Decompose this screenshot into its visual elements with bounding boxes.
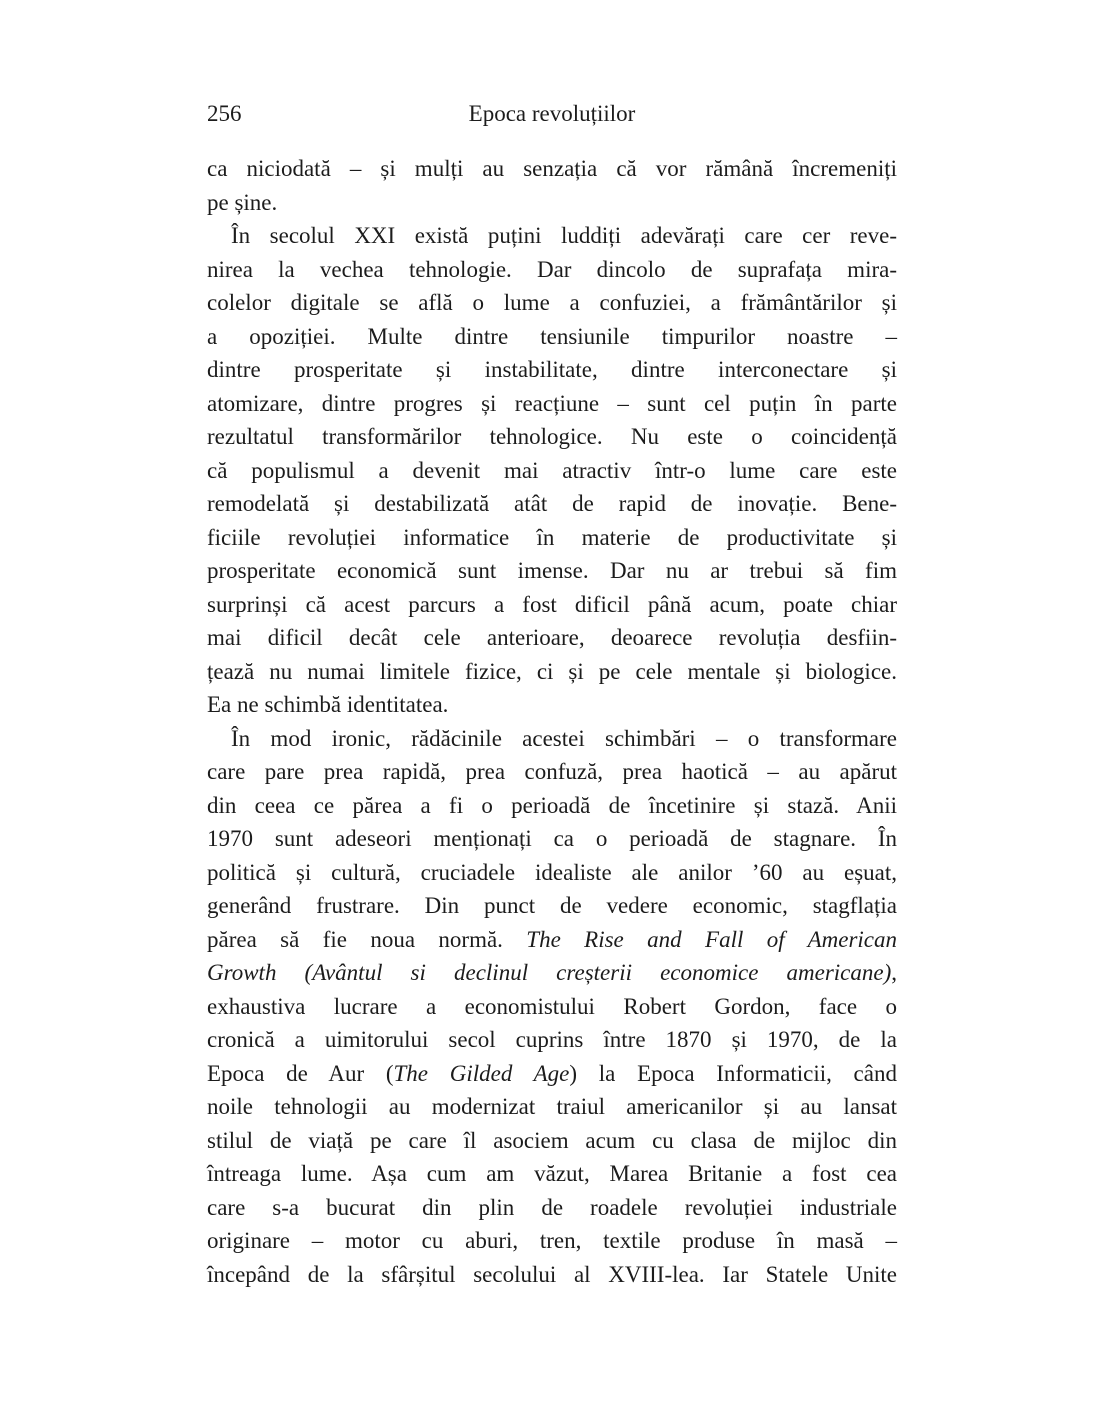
text-line xyxy=(207,1023,897,1057)
text-run: colelor digitale se află o lume a confuziei, a frământărilor și xyxy=(207,290,897,315)
text-run: a opoziției. Multe dintre tensiunile timpurilor noastre – xyxy=(207,323,897,349)
body-text xyxy=(207,152,897,1291)
text-line xyxy=(207,990,897,1024)
text-line xyxy=(207,1191,897,1225)
text-line xyxy=(207,521,897,555)
text-line xyxy=(207,387,897,421)
text-line xyxy=(207,1157,897,1191)
text-line xyxy=(207,219,897,253)
text-run: părea să fie noua normă. xyxy=(207,926,527,952)
text-line xyxy=(207,320,897,354)
page-number: 256 xyxy=(207,101,242,126)
text-line xyxy=(207,755,897,789)
text-line xyxy=(207,1057,897,1091)
text-run: , xyxy=(891,960,897,985)
text-line xyxy=(207,655,897,689)
text-line xyxy=(207,253,897,287)
text-run: stilul de viață pe care îl asociem acum cu clasa de mijloc din xyxy=(207,1127,897,1153)
text-run: noile tehnologii au modernizat traiul americanilor și au lansat xyxy=(207,1094,897,1119)
text-line xyxy=(207,420,897,454)
italic-text-run: Growth (Avântul si declinul creșterii economice americane) xyxy=(207,960,892,985)
text-run: 1970 sunt adeseori menționați ca o perioadă de stagnare. În xyxy=(207,826,897,851)
text-run: originare – motor cu aburi, tren, textile produse în masă – xyxy=(207,1228,897,1253)
text-run: exhaustiva lucrare a economistului Robert Gordon, face o xyxy=(207,993,897,1019)
text-run: ) la Epoca Informaticii, când xyxy=(569,1060,897,1086)
text-run: surprinși că acest parcurs a fost dificil până acum, poate chiar xyxy=(207,591,897,617)
text-line xyxy=(207,588,897,622)
text-run: începând de la sfârșitul secolului al XVIII-lea. Iar Statele Unite xyxy=(207,1261,897,1287)
text-run: ficiile revoluției informatice în materie de productivitate și xyxy=(207,524,897,550)
text-run: din ceea ce părea a fi o perioadă de încetinire și stază. Anii xyxy=(207,792,897,818)
text-line xyxy=(207,152,897,186)
italic-text-run: The Gilded Age xyxy=(393,1060,570,1086)
text-line xyxy=(207,856,897,890)
text-run: mai dificil decât cele anterioare, deoarece revoluția desfiin- xyxy=(207,625,897,650)
text-run: În mod ironic, rădăcinile acestei schimbări – o transformare xyxy=(231,725,897,751)
running-head: Epoca revoluțiilor xyxy=(468,101,636,126)
text-run: prosperitate economică sunt imense. Dar nu ar trebui să fim xyxy=(207,558,897,583)
text-line xyxy=(207,1090,897,1124)
text-run: țează nu numai limitele fizice, ci și pe cele mentale și biologice. xyxy=(207,658,897,684)
text-line xyxy=(207,621,897,655)
text-line xyxy=(207,353,897,387)
text-run: care pare prea rapidă, prea confuză, prea haotică – au apărut xyxy=(207,759,897,784)
text-line xyxy=(207,454,897,488)
text-run: că populismul a devenit mai atractiv într-o lume care este xyxy=(207,457,897,483)
text-run: dintre prosperitate și instabilitate, dintre interconectare și xyxy=(207,357,897,382)
text-line xyxy=(207,789,897,823)
text-line xyxy=(207,889,897,923)
text-run: întreaga lume. Așa cum am văzut, Marea Britanie a fost cea xyxy=(207,1161,897,1186)
text-line xyxy=(207,688,897,722)
text-line xyxy=(207,487,897,521)
text-line xyxy=(207,1124,897,1158)
italic-text-run: The Rise and Fall of American xyxy=(526,926,897,952)
text-line xyxy=(207,286,897,320)
text-run: nirea la vechea tehnologie. Dar dincolo de suprafața mira- xyxy=(207,256,897,282)
text-line xyxy=(207,923,897,957)
text-run: generând frustrare. Din punct de vedere economic, stagflația xyxy=(207,893,897,918)
text-line xyxy=(207,956,897,990)
text-run: care s-a bucurat din plin de roadele revoluției industriale xyxy=(207,1194,897,1220)
text-line xyxy=(207,1224,897,1258)
text-run: rezultatul transformărilor tehnologice. Nu este o coincidență xyxy=(207,424,897,449)
text-line xyxy=(207,822,897,856)
text-run: atomizare, dintre progres și reacțiune – sunt cel puțin în parte xyxy=(207,390,897,416)
page-header xyxy=(207,99,897,129)
text-run: pe șine. xyxy=(207,189,278,215)
text-run: Epoca de Aur ( xyxy=(207,1060,394,1086)
text-run: În secolul XXI există puțini luddiți adevărați care cer reve- xyxy=(231,223,897,248)
text-line xyxy=(207,1258,897,1292)
text-run: politică și cultură, cruciadele idealiste ale anilor ’60 au eșuat, xyxy=(207,859,897,885)
text-line xyxy=(207,722,897,756)
text-run: ca niciodată – și mulți au senzația că vor rămână încremeniți xyxy=(207,156,897,181)
text-run: cronică a uimitorului secol cuprins între 1870 și 1970, de la xyxy=(207,1027,897,1052)
text-run: Ea ne schimbă identitatea. xyxy=(207,692,449,717)
text-line xyxy=(207,186,897,220)
text-run: remodelată și destabilizată atât de rapid de inovație. Bene- xyxy=(207,491,897,516)
text-line xyxy=(207,554,897,588)
